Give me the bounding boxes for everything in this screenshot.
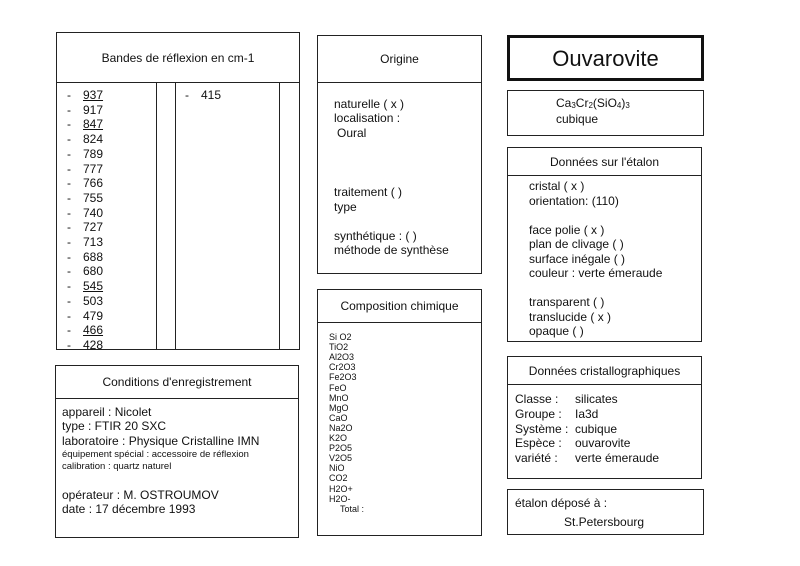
band-dash: - <box>67 176 71 191</box>
band-value: 824 <box>83 132 104 147</box>
composition-item: Al2O3 <box>329 352 355 363</box>
band-value: 847 <box>83 117 104 132</box>
composition-item: H2O- <box>329 493 351 504</box>
composition-item: CO2 <box>329 473 348 484</box>
band-dash: - <box>67 264 71 279</box>
origine-localisation: localisation : <box>334 111 401 125</box>
band-dash: - <box>67 249 71 264</box>
conditions-calibration: calibration : quartz naturel <box>62 461 172 472</box>
composition-item: FeO <box>329 382 347 393</box>
composition-item: K2O <box>329 433 348 443</box>
band-value: 917 <box>83 102 104 117</box>
cristallo-key: variété : <box>515 451 558 466</box>
bands-panel <box>56 32 300 350</box>
conditions-title: Conditions d'enregistrement <box>56 366 298 399</box>
composition-item: CaO <box>329 412 348 423</box>
band-row <box>67 176 103 190</box>
cristallo-key: Espèce : <box>515 436 562 451</box>
origine-methode: méthode de synthèse <box>334 243 449 257</box>
band-dash: - <box>67 279 71 294</box>
bands-divider-1 <box>156 82 157 349</box>
cristallo-value: cubique <box>575 421 618 436</box>
composition-item: P2O5 <box>329 443 353 454</box>
cristallo-title: Données cristallographiques <box>508 357 701 385</box>
band-row <box>67 294 103 308</box>
band-value: 740 <box>83 205 104 220</box>
band-dash: - <box>67 102 71 117</box>
band-dash: - <box>67 220 71 235</box>
band-row <box>67 338 103 352</box>
band-value: 466 <box>83 323 104 338</box>
band-value: 755 <box>83 190 104 205</box>
composition-item: V2O5 <box>329 453 353 464</box>
band-dash: - <box>67 205 71 220</box>
cristallo-key: Classe : <box>515 392 559 406</box>
band-value: 937 <box>83 88 104 102</box>
composition-item: TiO2 <box>329 342 349 353</box>
composition-item: Fe2O3 <box>329 372 357 383</box>
conditions-type: type : FTIR 20 SXC <box>62 419 167 433</box>
conditions-laboratoire: laboratoire : Physique Cristalline IMN <box>62 434 260 448</box>
etalon-panel <box>507 147 702 342</box>
band-dash: - <box>67 293 71 308</box>
origine-type: type <box>334 200 357 214</box>
band-value: 545 <box>83 279 104 294</box>
etalon-line: opaque ( ) <box>529 324 584 338</box>
band-dash: - <box>67 88 71 102</box>
band-dash: - <box>67 235 71 249</box>
band-row <box>67 132 103 146</box>
composition-item: Na2O <box>329 422 353 433</box>
band-value: 688 <box>83 249 104 264</box>
band-value: 503 <box>83 293 104 308</box>
band-row <box>67 264 103 278</box>
band-dash: - <box>67 190 71 205</box>
etalon-line: orientation: (110) <box>529 193 619 208</box>
band-value: 479 <box>83 308 104 323</box>
band-dash: - <box>67 161 71 176</box>
band-row <box>67 103 103 117</box>
band-row <box>67 88 103 102</box>
band-dash: - <box>67 323 71 338</box>
conditions-operateur: opérateur : M. OSTROUMOV <box>62 488 219 502</box>
band-value: 727 <box>83 220 104 235</box>
band-value: 766 <box>83 176 104 191</box>
band-row <box>67 220 103 234</box>
composition-title: Composition chimique <box>318 290 481 323</box>
band-row <box>67 250 103 264</box>
composition-panel <box>317 289 482 536</box>
mineral-name-box <box>507 35 704 81</box>
depot-label: étalon déposé à : <box>515 496 608 510</box>
origine-synthetique: synthétique : ( ) <box>334 229 417 243</box>
composition-item: Si O2 <box>329 332 352 342</box>
band-row <box>67 235 103 249</box>
band-dash: - <box>67 132 71 147</box>
band-value: 415 <box>201 88 222 102</box>
band-dash: - <box>67 308 71 323</box>
band-row <box>67 191 103 205</box>
etalon-line: plan de clivage ( ) <box>529 237 624 251</box>
etalon-title: Données sur l'étalon <box>508 148 701 176</box>
band-dash: - <box>67 146 71 161</box>
band-row <box>67 147 103 161</box>
band-value: 777 <box>83 161 104 176</box>
band-value: 713 <box>83 235 104 249</box>
etalon-line: translucide ( x ) <box>529 309 612 324</box>
cristallo-key: Groupe : <box>515 406 562 421</box>
bands-table <box>57 82 299 352</box>
composition-item: H2O+ <box>329 483 353 494</box>
etalon-line: couleur : verte émeraude <box>529 266 663 280</box>
etalon-line: face polie ( x ) <box>529 222 605 237</box>
depot-value: St.Petersbourg <box>564 515 645 529</box>
composition-item: NiO <box>329 463 345 474</box>
formula-box <box>507 90 704 136</box>
band-row <box>67 279 103 293</box>
band-row <box>67 206 103 220</box>
band-dash: - <box>67 117 71 132</box>
cristallo-value: verte émeraude <box>575 451 660 466</box>
formula: $Ca_3Cr_2(SiO_4)_3$ <box>556 96 630 110</box>
conditions-appareil: appareil : Nicolet <box>62 405 152 419</box>
mineral-name: Ouvarovite <box>552 46 659 71</box>
origine-naturelle: naturelle ( x ) <box>334 97 405 111</box>
band-row <box>67 309 103 323</box>
composition-item: MnO <box>329 392 349 403</box>
band-value: 789 <box>83 146 104 161</box>
etalon-line: surface inégale ( ) <box>529 251 626 266</box>
origine-panel <box>317 35 482 274</box>
band-value: 428 <box>83 337 104 352</box>
etalon-line: transparent ( ) <box>529 295 605 309</box>
cristallo-value: Ia3d <box>575 406 599 421</box>
bands-title: Bandes de réflexion en cm-1 <box>57 33 299 83</box>
cristallo-line <box>515 407 598 421</box>
etalon-line: cristal ( x ) <box>529 179 585 193</box>
cristallo-key: Système : <box>515 421 569 436</box>
cristallo-line <box>515 392 618 406</box>
band-row <box>67 162 103 176</box>
composition-item: Cr2O3 <box>329 362 356 373</box>
cristallo-value: silicates <box>575 392 618 406</box>
cristallo-line <box>515 422 617 436</box>
bands-divider-3 <box>279 82 280 349</box>
origine-traitement: traitement ( ) <box>334 185 403 199</box>
cristallo-line <box>515 451 659 465</box>
formula-system: cubique <box>556 112 599 126</box>
origine-title: Origine <box>318 36 481 83</box>
cristallo-panel <box>507 356 702 479</box>
cristallo-line <box>515 436 630 450</box>
composition-total: Total : <box>340 503 365 514</box>
band-dash: - <box>67 337 71 352</box>
conditions-panel <box>55 365 299 538</box>
depot-box <box>507 489 704 535</box>
band-dash: - <box>185 88 189 102</box>
origine-localisation-value: Oural <box>337 126 367 140</box>
conditions-equipement: équipement spécial : accessoire de réflexion <box>62 449 249 460</box>
bands-divider-2 <box>175 82 176 349</box>
band-row <box>67 117 103 131</box>
band-value: 680 <box>83 264 104 279</box>
conditions-date: date : 17 décembre 1993 <box>62 502 196 516</box>
composition-item: MgO <box>329 402 349 413</box>
cristallo-value: ouvarovite <box>575 436 631 451</box>
band-col2-row <box>185 88 221 102</box>
band-row <box>67 323 103 337</box>
